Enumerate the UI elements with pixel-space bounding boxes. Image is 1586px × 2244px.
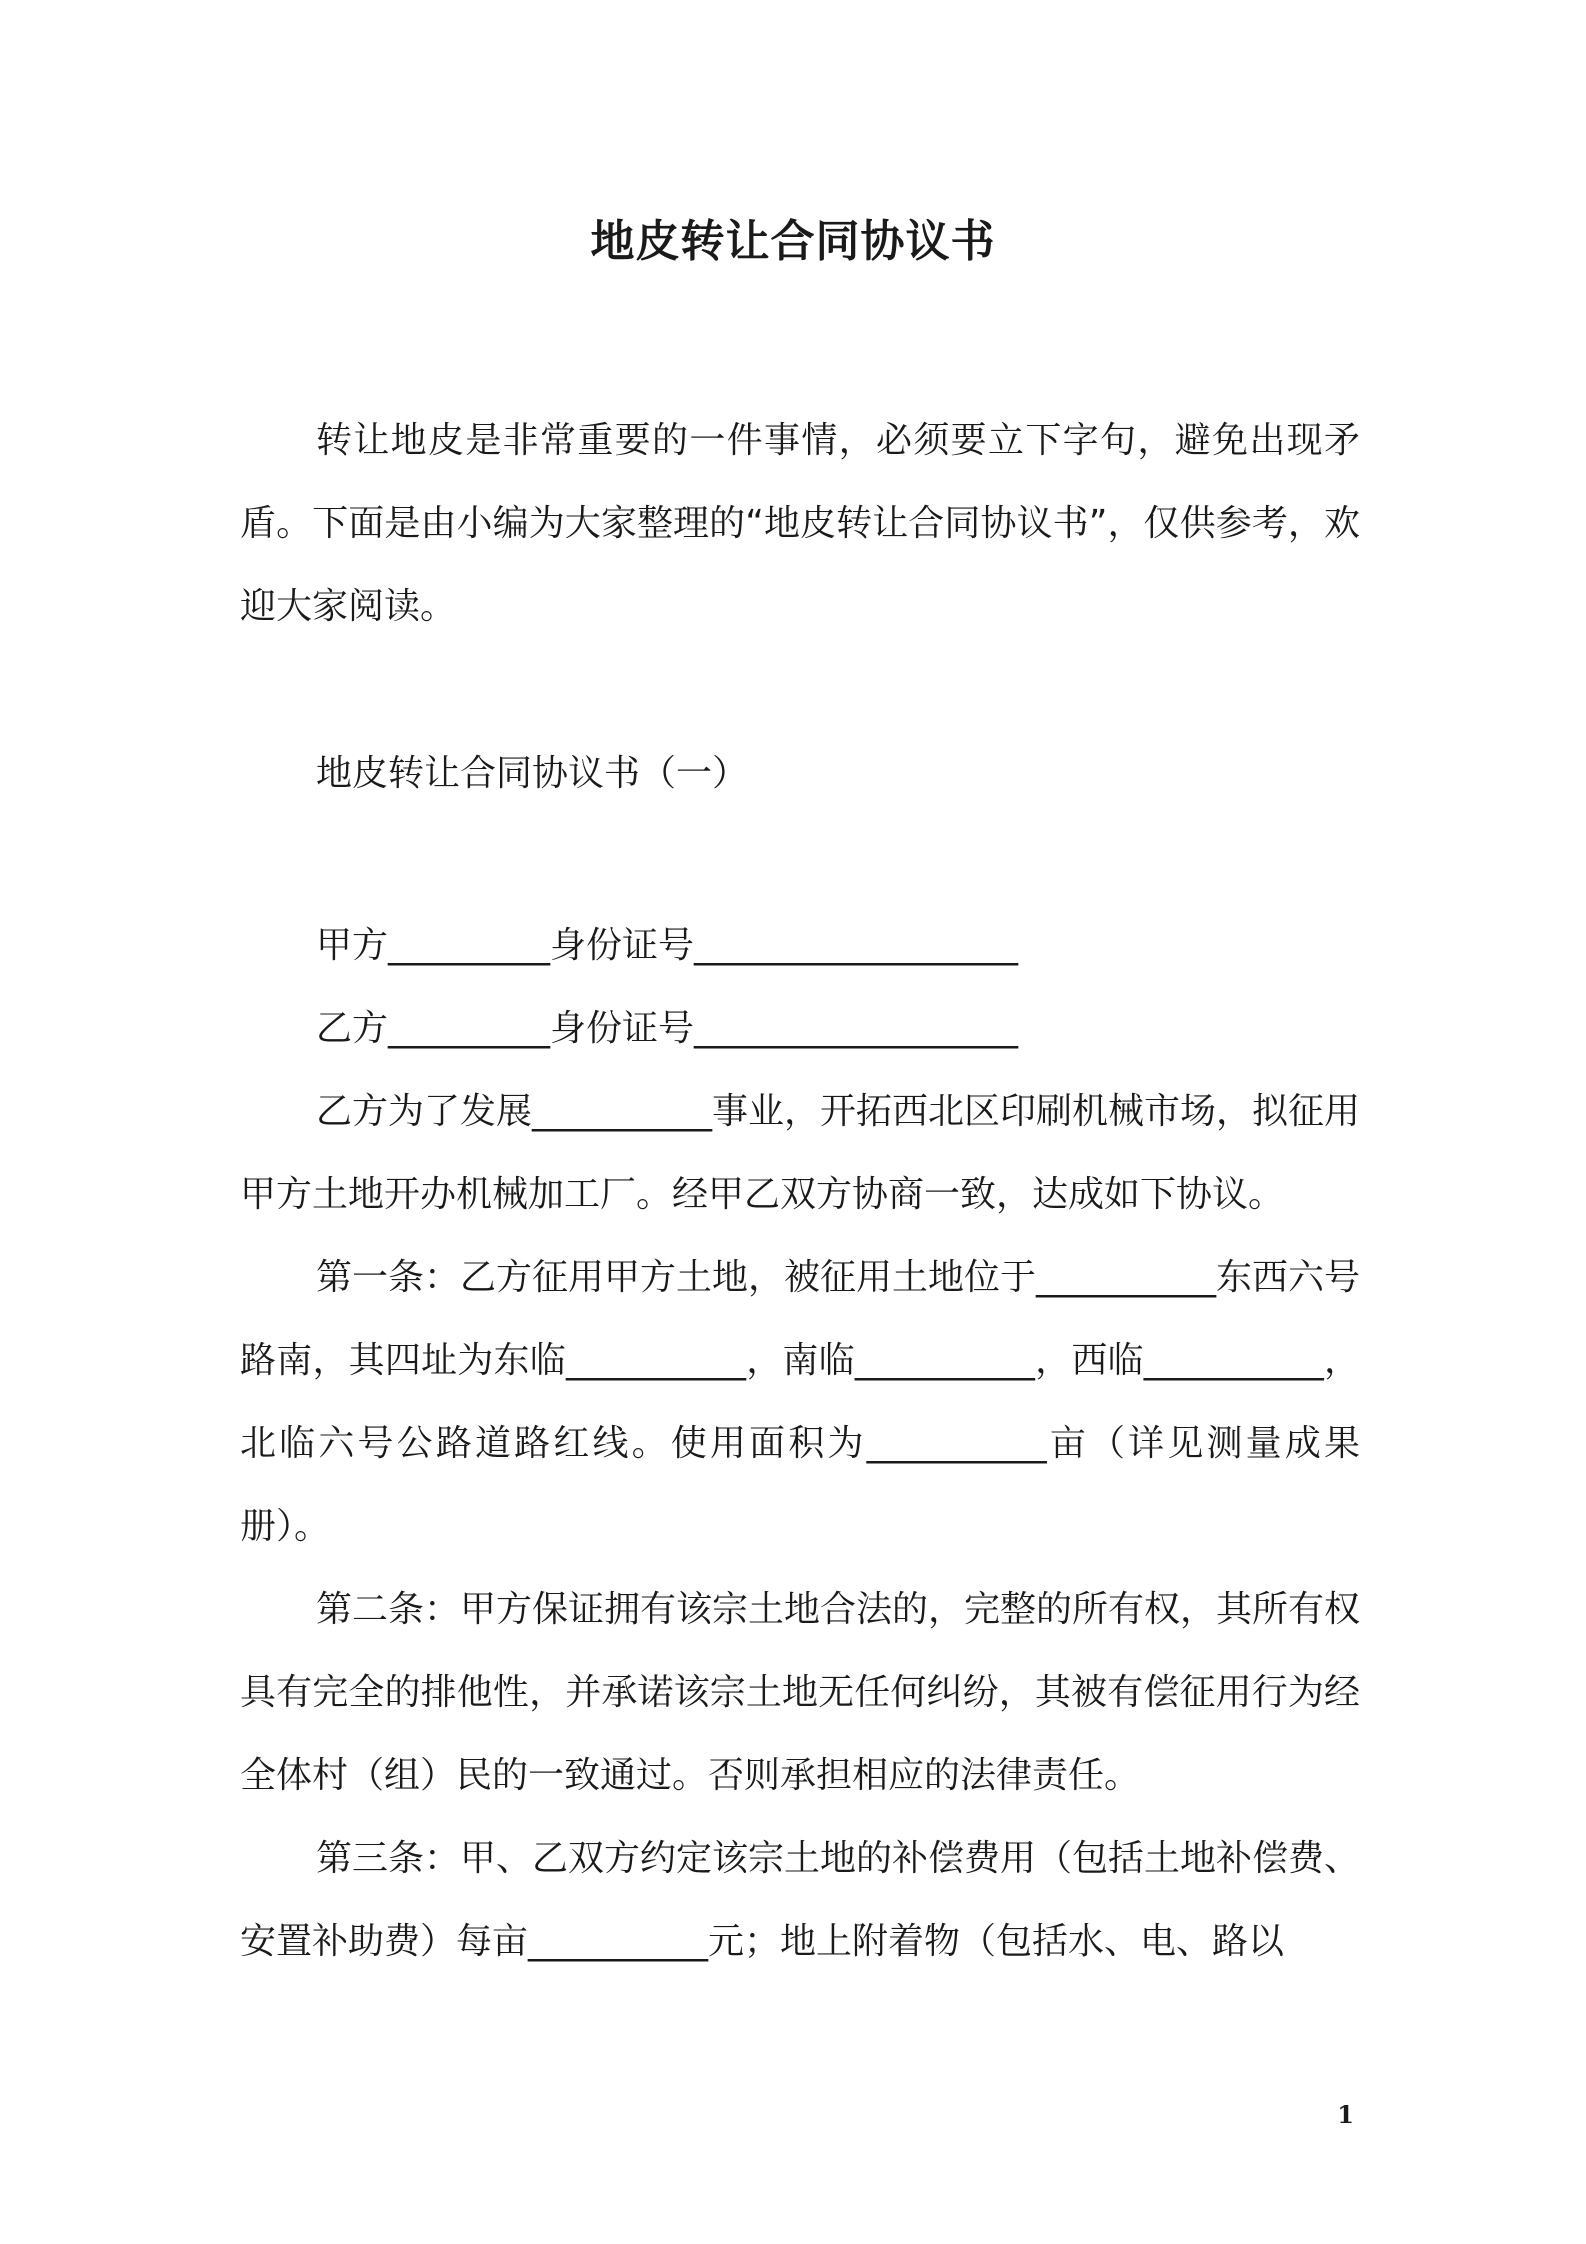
article-3: 第三条：甲、乙双方约定该宗土地的补偿费用（包括土地补偿费、安置补助费）每亩__________元；地上附着物（包括水、电、路以 [240,1838,1361,1962]
article-1: 第一条：乙方征用甲方土地，被征用土地位于__________东西六号路南，其四址为东临__________，南临__________，西临__________，北临六号公路道路红线。使用面积为__________亩（详见测量成果册）。 [240,1257,1361,1547]
intro-block [240,399,1360,648]
intro-paragraph: 转让地皮是非常重要的一件事情，必须要立下字句，避免出现矛盾。下面是由小编为大家整理的“地皮转让合同协议书”，仅供参考，欢迎大家阅读。 [240,420,1360,627]
document-title: 地皮转让合同协议书 [590,216,996,267]
section-heading: 地皮转让合同协议书（一） [316,753,749,794]
purpose-paragraph: 乙方为了发展__________事业，开拓西北区印刷机械市场，拟征用甲方土地开办机械加工厂。经甲乙双方协商一致，达成如下协议。 [240,1091,1361,1215]
section-block [240,732,1360,815]
article-2: 第二条：甲方保证拥有该宗土地合法的，完整的所有权，其所有权具有完全的排他性，并承诺该宗土地无任何纠纷，其被有偿征用行为经全体村（组）民的一致通过。否则承担相应的法律责任。 [240,1589,1361,1796]
contract-body [240,904,1360,1983]
party-b-line: 乙方_________身份证号__________________ [316,1008,1019,1049]
party-a-line: 甲方_________身份证号__________________ [316,925,1019,966]
page-number: 1 [1337,2100,1354,2129]
